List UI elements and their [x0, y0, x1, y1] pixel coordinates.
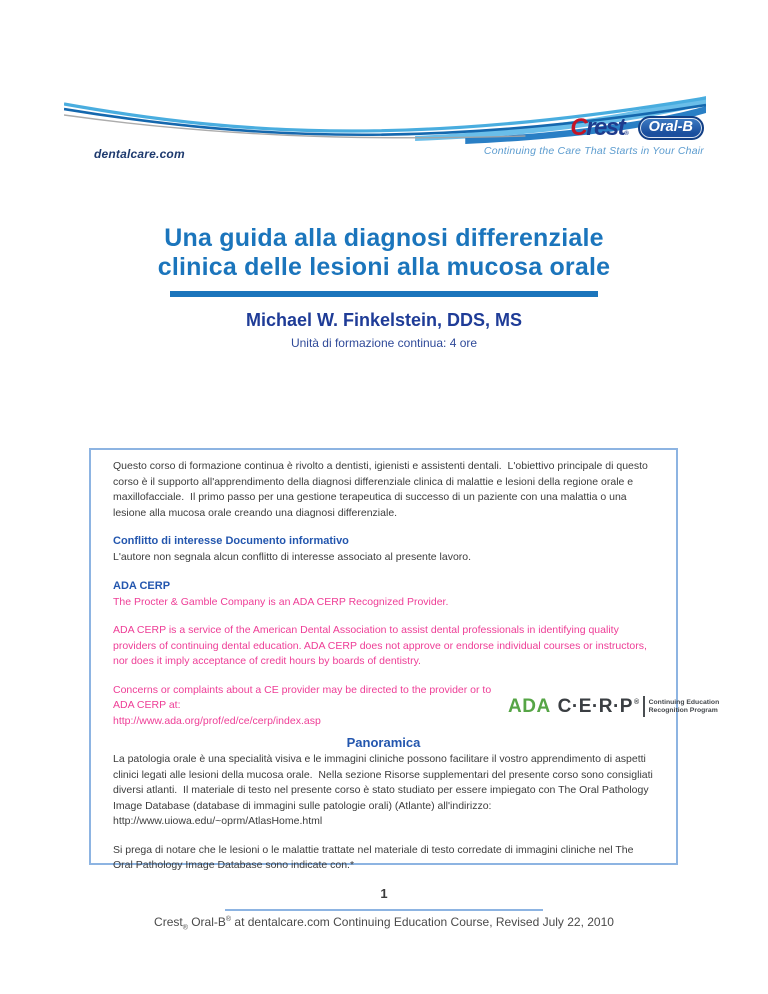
footer-credit [0, 915, 768, 931]
ada-cerp-heading: ADA CERP [113, 579, 171, 592]
ada-cerp-subtext-line2: Recognition Program [648, 706, 718, 714]
footer-crest: Crest [154, 915, 183, 929]
footer-course-info: at dentalcare.com Continuing Education Course, Revised July 22, 2010 [231, 915, 614, 929]
crest-logo [570, 116, 628, 140]
conflict-of-interest-heading: Conflitto di interesse Documento informativo [113, 535, 349, 547]
title-underline [170, 291, 598, 297]
crest-logo-c: C [570, 114, 587, 141]
ada-cerp-link[interactable]: http://www.ada.org/prof/ed/ce/cerp/index.asp [113, 714, 321, 727]
concerns-row [113, 683, 720, 730]
page-number: 1 [380, 886, 388, 901]
footer-divider [225, 909, 543, 911]
overview-paragraph: La patologia orale è una specialità visiva e le immagini cliniche possono facilitare il vostro apprendimento di aspetti clinici legati alle lesioni della mucosa orale. Nella sezione Risorse supplementari del presente corso sono consigliati diversi atlanti. Il materiale di testo nel presente corso è stato studiato per essere impiegato con The Oral Pathology Image Database (database di immagini sulle patologie orali) (Atlante) all'indirizzo: [113, 753, 656, 812]
course-title-line1: Una guida alla diagnosi differenziale [164, 224, 604, 252]
overview-heading: Panoramica [346, 735, 421, 750]
course-title-line2: clinica delle lesioni alla mucosa orale [157, 253, 611, 281]
footer-crest-reg: ® [182, 924, 188, 932]
credit-hours: Unità di formazione continua: 4 ore [290, 336, 478, 350]
overview-text [113, 752, 654, 830]
dentalcare-logo: dentalcare.com [94, 147, 185, 161]
conflict-of-interest-text: L'autore non segnala alcun conflitto di interesse associato al presente lavoro. [113, 551, 472, 563]
course-title [0, 224, 768, 282]
footer-oralb: Oral-B [187, 915, 226, 929]
crest-logo-rest: rest [586, 114, 625, 141]
ada-cerp-logo-ada: ADA [508, 696, 551, 717]
crest-registered-mark: ® [624, 131, 629, 137]
ada-provider-text: The Procter & Gamble Company is an ADA CERP Recognized Provider. [113, 595, 449, 608]
ada-cerp-registered-mark: ® [633, 699, 640, 706]
course-info-box [89, 448, 720, 871]
footer-oralb-reg: ® [225, 916, 232, 923]
ada-cerp-logo-divider [643, 696, 645, 717]
author-name: Michael W. Finkelstein, DDS, MS [245, 310, 523, 330]
ada-cerp-logo [508, 696, 719, 717]
oralb-logo: Oral-B [638, 116, 704, 140]
atlas-link[interactable]: http://www.uiowa.edu/~oprm/AtlasHome.html [113, 815, 323, 827]
ada-cerp-subtext-line1: Continuing Education [648, 698, 720, 706]
overview-note: Si prega di notare che le lesioni o le malattie trattate nel materiale di testo corredate di immagini cliniche nel The Oral Pathology Image Database sono indicate con.* [113, 843, 637, 871]
brand-block [484, 116, 704, 157]
ada-cerp-logo-subtext [649, 699, 720, 715]
ada-cerp-logo-cerp: C·E·R·P [557, 696, 633, 717]
course-description: Questo corso di formazione continua è rivolto a dentisti, igienisti e assistenti dentali. L'obiettivo principale di questo corso è il supporto all'apprendimento della diagnosi differenziale clinica di malattie e lesioni della regione orale e maxillofacciale. Il primo passo per una gestione terapeutica di successo di un paziente con una malattia o una lesione alla mucosa orale creando una diagnosi differenziale. [113, 460, 651, 519]
masthead [64, 92, 706, 172]
ada-concerns-text: Concerns or complaints about a CE provider may be directed to the provider or to ADA CERP at: [113, 683, 494, 711]
ada-service-text: ADA CERP is a service of the American Dental Association to assist dental professionals in identifying quality providers of continuing dental education. ADA CERP does not approve or endorse individual courses or instructors, nor does it imply acceptance of credit hours by boards of dentistry. [113, 624, 650, 667]
brand-tagline: Continuing the Care That Starts in Your Chair [483, 145, 704, 157]
title-block [0, 224, 768, 350]
ada-concerns-block [113, 683, 508, 730]
